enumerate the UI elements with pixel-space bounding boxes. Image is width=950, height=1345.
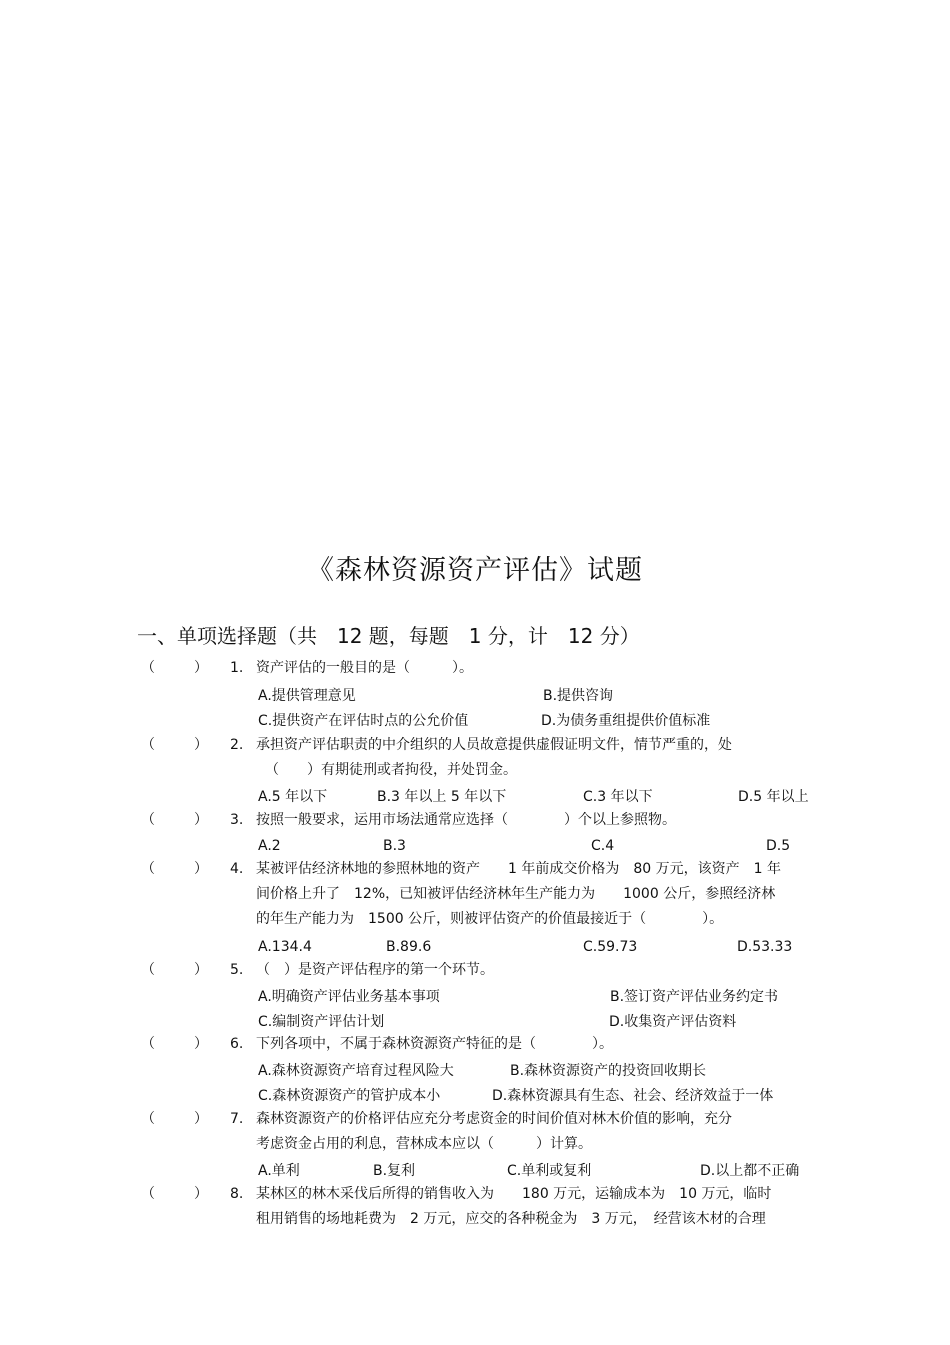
answer-option: B.森林资源资产的投资回收期长 — [510, 1063, 707, 1079]
question-number: 7. — [230, 1111, 244, 1127]
answer-option: C.4 — [591, 838, 615, 854]
answer-option: C.59.73 — [583, 939, 638, 955]
answer-paren-close: ） — [194, 1186, 208, 1202]
answer-option: D.收集资产评估资料 — [609, 1014, 737, 1030]
question-text-line: （ ）是资产评估程序的第一个环节。 — [256, 962, 494, 978]
question-number: 1. — [230, 660, 244, 676]
answer-paren-close: ） — [194, 962, 208, 978]
question-number: 2. — [230, 737, 244, 753]
answer-option: B.89.6 — [386, 939, 432, 955]
question-text-line: 租用销售的场地耗费为 2 万元，应交的各种税金为 3 万元， 经营该木材的合理 — [256, 1211, 766, 1227]
answer-paren-open: （ — [141, 1186, 155, 1202]
answer-paren-close: ） — [194, 1111, 208, 1127]
answer-option: D.为债务重组提供价值标准 — [541, 713, 711, 729]
answer-paren-close: ） — [194, 737, 208, 753]
answer-option: A.单利 — [258, 1163, 300, 1179]
answer-paren-close: ） — [194, 861, 208, 877]
answer-option: C.编制资产评估计划 — [258, 1014, 385, 1030]
answer-option: B.3 年以上 5 年以下 — [377, 789, 507, 805]
answer-paren-open: （ — [141, 737, 155, 753]
answer-paren-open: （ — [141, 861, 155, 877]
answer-option: C.3 年以下 — [583, 789, 653, 805]
question-text-line: 某林区的林木采伐后所得的销售收入为 180 万元，运输成本为 10 万元，临时 — [256, 1186, 772, 1202]
answer-option: D.5 — [766, 838, 791, 854]
question-number: 3. — [230, 812, 244, 828]
answer-option: C.单利或复利 — [507, 1163, 592, 1179]
question-text-line: 资产评估的一般目的是（ ）。 — [256, 660, 473, 676]
answer-option: D.53.33 — [737, 939, 793, 955]
answer-option: C.森林资源资产的管护成本小 — [258, 1088, 441, 1104]
answer-paren-close: ） — [194, 660, 208, 676]
answer-option: A.134.4 — [258, 939, 312, 955]
question-text-line: 考虑资金占用的利息，营林成本应以（ ）计算。 — [256, 1136, 592, 1152]
question-text-line: 某被评估经济林地的参照林地的资产 1 年前成交价格为 80 万元，该资产 1 年 — [256, 861, 781, 877]
answer-option: B.提供咨询 — [543, 688, 614, 704]
question-text-line: （ ）有期徒刑或者拘役，并处罚金。 — [265, 762, 517, 778]
answer-option: D.5 年以上 — [738, 789, 809, 805]
answer-option: A.明确资产评估业务基本事项 — [258, 989, 440, 1005]
question-number: 5. — [230, 962, 244, 978]
question-text-line: 承担资产评估职责的中介组织的人员故意提供虚假证明文件，情节严重的，处 — [256, 737, 732, 753]
answer-option: A.2 — [258, 838, 281, 854]
answer-option: C.提供资产在评估时点的公允价值 — [258, 713, 469, 729]
answer-option: A.5 年以下 — [258, 789, 328, 805]
answer-paren-open: （ — [141, 660, 155, 676]
answer-paren-open: （ — [141, 812, 155, 828]
section-heading: 一、单项选择题（共 12 题，每题 1 分，计 12 分） — [137, 624, 640, 648]
answer-option: B.签订资产评估业务约定书 — [610, 989, 779, 1005]
answer-paren-open: （ — [141, 962, 155, 978]
answer-paren-open: （ — [141, 1036, 155, 1052]
question-number: 8. — [230, 1186, 244, 1202]
question-number: 4. — [230, 861, 244, 877]
answer-paren-close: ） — [194, 1036, 208, 1052]
answer-paren-close: ） — [194, 812, 208, 828]
document-title: 《森林资源资产评估》试题 — [307, 555, 643, 586]
question-text-line: 的年生产能力为 1500 公斤，则被评估资产的价值最接近于（ ）。 — [256, 911, 724, 927]
question-text-line: 间价格上升了 12%，已知被评估经济林年生产能力为 1000 公斤，参照经济林 — [256, 886, 776, 902]
answer-paren-open: （ — [141, 1111, 155, 1127]
answer-option: D.以上都不正确 — [700, 1163, 800, 1179]
question-number: 6. — [230, 1036, 244, 1052]
question-text-line: 按照一般要求，运用市场法通常应选择（ ）个以上参照物。 — [256, 812, 676, 828]
answer-option: A.森林资源资产培育过程风险大 — [258, 1063, 454, 1079]
answer-option: D.森林资源具有生态、社会、经济效益于一体 — [492, 1088, 774, 1104]
answer-option: B.复利 — [373, 1163, 416, 1179]
question-text-line: 森林资源资产的价格评估应充分考虑资金的时间价值对林木价值的影响，充分 — [256, 1111, 732, 1127]
question-text-line: 下列各项中，不属于森林资源资产特征的是（ ）。 — [256, 1036, 613, 1052]
answer-option: A.提供管理意见 — [258, 688, 356, 704]
answer-option: B.3 — [383, 838, 406, 854]
